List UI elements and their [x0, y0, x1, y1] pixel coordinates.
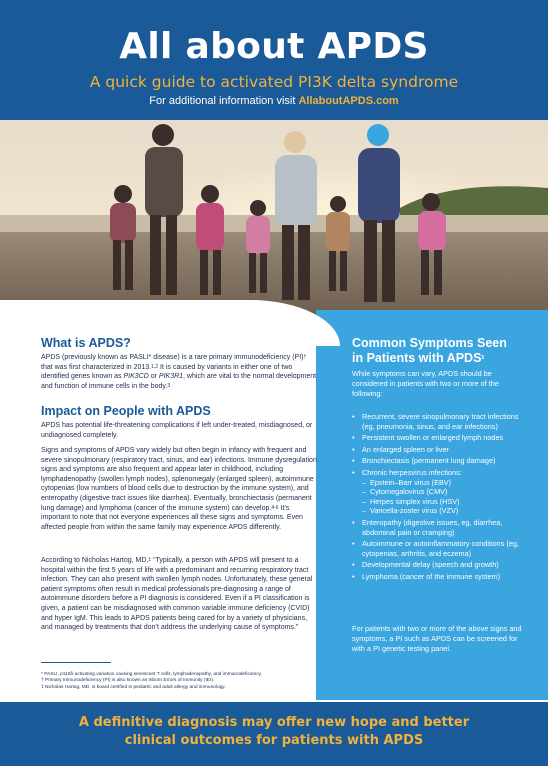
header-banner: [0, 0, 548, 120]
footnote: * PASLI, p110δ-activating variation causing senescent T cells, lymphadenopathy, and immunodeficiency.: [41, 672, 263, 677]
family-beach-photo: [0, 120, 548, 320]
impact-heading: Impact on People with APDS: [41, 404, 211, 418]
symptoms-intro: While symptoms can vary, APDS should be considered in patients with two or more of the following:: [352, 369, 499, 398]
page-subtitle: A quick guide to activated PI3K delta syndrome: [89, 73, 459, 91]
sub-list-item: – Epstein–Barr virus (EBV): [362, 478, 524, 488]
list-item: • Recurrent, severe sinopulmonary tract infections (eg, pneumonia, sinus, and ear infections): [352, 412, 524, 431]
quote-text: “Typically, a person with APDS will present to a hospital within the first 5 years of life with a predominant and recurring respiratory tract infection. They can also present with swollen lymph nodes. Unfortunately, these general patient symptoms often result in medical professionals pre-diagnosing a range of autoimmune disorders before a PI diagnosis is considered. Even if a PI classification is given, a patient can be misdiagnosed with common variable immune deficiency (CVID) and hyper IgM. This leads to APDS patients being cared for by a variety of physicians, and managed by treatments that don’t address the underlying cause of symptoms.”: [41, 557, 313, 632]
footnote-ref-double-dagger: ‡: [148, 557, 152, 563]
sub-list-item: – Cytomegalovirus (CMV): [362, 487, 524, 497]
what-is-paragraph: [41, 353, 317, 391]
footnote-divider: [41, 662, 111, 663]
symptoms-heading-line2: in Patients with APDS: [352, 350, 482, 365]
impact-paragraph-2: [41, 446, 317, 532]
symptoms-heading: [352, 336, 524, 365]
gene-name: PIK3CD: [123, 373, 149, 381]
photo-illustration: [0, 120, 548, 320]
footer-line-2: clinical outcomes for patients with APDS: [124, 732, 424, 748]
symptoms-heading-line1: Common Symptoms Seen: [352, 336, 507, 350]
citation-ref: 1,2: [151, 363, 159, 370]
footer-banner: [0, 702, 548, 766]
page-title: All about APDS: [119, 26, 429, 67]
list-item: • Enteropathy (digestive issues, eg, diarrhea, abdominal pain or cramping): [352, 518, 524, 537]
symptoms-list-block: [352, 412, 524, 584]
list-item: [352, 468, 524, 516]
footer-line-1: A definitive diagnosis may offer new hope and better: [78, 715, 470, 730]
list-item: • Bronchiectasis (permanent lung damage): [352, 456, 524, 466]
what-is-text-4: or: [148, 373, 159, 381]
sub-list-item: – Herpes simplex virus (HSV): [362, 497, 524, 507]
herpesvirus-sublist: [362, 478, 524, 516]
footnote-ref-dagger: †: [303, 354, 307, 360]
website-link[interactable]: AllaboutAPDS.com: [298, 95, 399, 107]
citation-ref: 4-6: [271, 504, 279, 511]
citation-ref: 5: [481, 354, 485, 361]
what-is-text-1: APDS (previously known as PASLI* disease) is a rare primary immunodeficiency (PI): [41, 354, 304, 361]
footer-message: [40, 714, 508, 749]
impact-text-end: It’s important to note that not everyone experiences all these signs and symptoms. Even affected people from within the same family may experience APDS differently.: [41, 504, 303, 531]
what-is-text-2: that was first characterized in 2013.: [41, 363, 152, 371]
list-item-text: Chronic herpesvirus infections:: [362, 467, 462, 477]
what-is-heading: What is APDS?: [41, 336, 131, 350]
footnote: ‡ Nicholas Hartog, MD, is board certified in pediatric and adult allergy and immunology.: [41, 684, 226, 690]
impact-text: Signs and symptoms of APDS vary widely but often begin in infancy with frequent and severe sinopulmonary (respiratory tract, sinus, and ear) infections. Immune dysregulation signs and symptoms are also frequent and appear later in childhood, including lymphadenopathy (swollen lymph nodes), splenomegaly (enlarged spleen), autoimmune cytopenias (low numbers of blood cells due to destruction by the immune system), and enteropathy (digestive tract issues like diarrhea). Eventually, bronchiectasis (permanent lung damage) and lymphoma (cancer of the immune system) can develop.: [41, 447, 317, 512]
symptoms-closing: For patients with two or more of the above signs and symptoms, a PI such as APDS can be screened for with a PI genetic testing panel.: [352, 624, 522, 653]
visit-line: [0, 95, 548, 107]
gene-name: PIK3R1: [158, 373, 184, 381]
sub-list-item: – Varicella-zoster virus (VZV): [362, 506, 524, 516]
list-item: • Lymphoma (cancer of the immune system): [352, 572, 524, 582]
footnotes: [41, 672, 317, 691]
symptoms-list: [352, 412, 524, 582]
what-is-text-5: , which are vital to the normal development and function of immune cells in the body.: [41, 373, 317, 390]
list-item: • Persistent swollen or enlarged lymph nodes: [352, 433, 524, 443]
list-item: • Developmental delay (speech and growth): [352, 560, 524, 570]
impact-paragraph-1: APDS has potential life-threatening complications if left under-treated, misdiagnosed, or undiagnosed completely.: [41, 422, 313, 439]
list-item: • Autoimmune or autoinflammatory conditions (eg, cytopenias, arthritis, and eczema): [352, 539, 524, 558]
quote-intro: According to Nicholas Hartog, MD,: [41, 557, 149, 564]
footnote: † Primary Immunodeficiency (PI) is also known as Inborn Errors of Immunity (IEI).: [41, 678, 215, 684]
what-is-text-3: It is caused by variants in either one of two identified genes known as: [41, 363, 293, 381]
citation-ref: 3: [167, 382, 171, 389]
impact-paragraph-3: [41, 556, 317, 633]
visit-prefix: For additional information visit: [149, 95, 299, 107]
list-item: • An enlarged spleen or liver: [352, 445, 524, 455]
